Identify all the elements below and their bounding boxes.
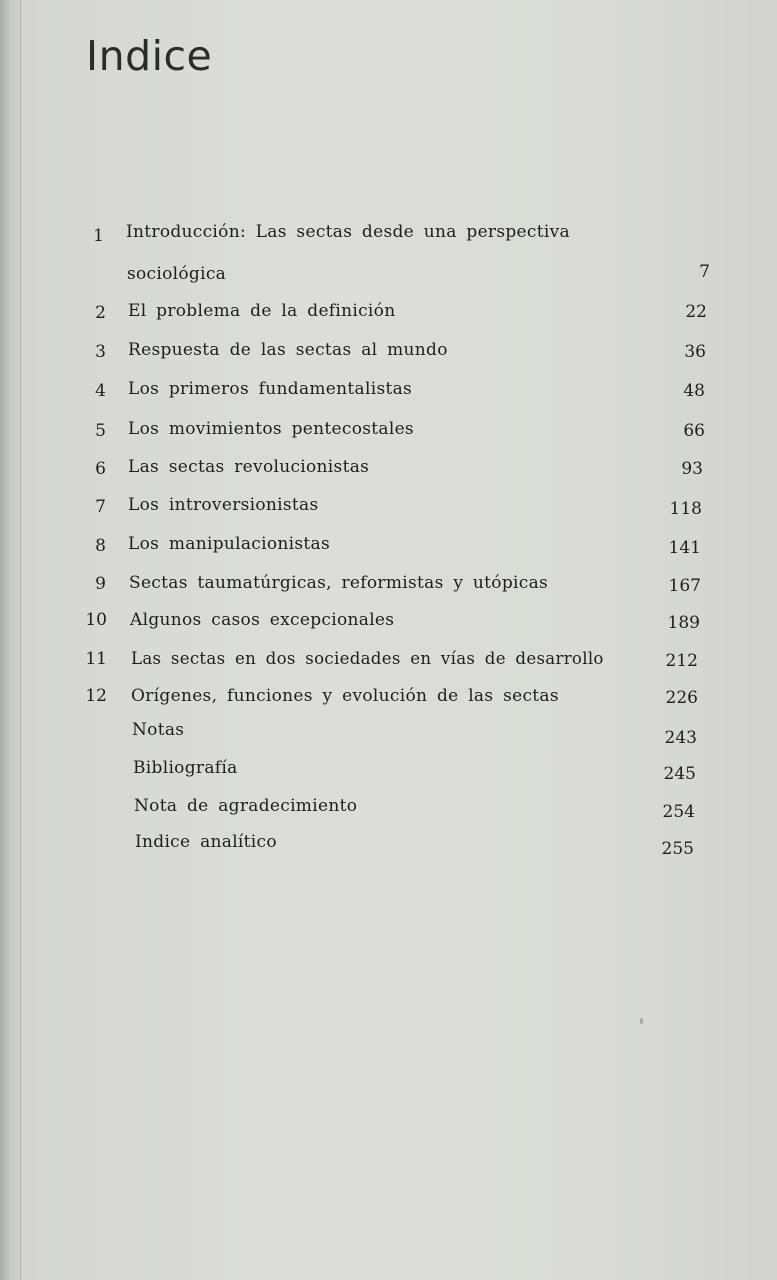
toc-entry bbox=[0, 495, 777, 521]
toc-entry-number: 1 bbox=[93, 226, 104, 246]
toc-entry-title: Bibliografía bbox=[133, 758, 238, 778]
toc-entry bbox=[0, 262, 777, 288]
toc-entry-page: 22 bbox=[685, 302, 707, 322]
toc-entry-number: 4 bbox=[95, 381, 106, 401]
toc-entry bbox=[0, 649, 777, 675]
toc-entry bbox=[0, 419, 777, 445]
toc-entry-title: Las sectas en dos sociedades en vías de desarrollo bbox=[131, 649, 604, 668]
toc-entry-page: 167 bbox=[668, 576, 701, 596]
toc-entry-page: 255 bbox=[661, 839, 694, 859]
toc-entry bbox=[0, 222, 777, 248]
toc-entry-title: Las sectas revolucionistas bbox=[128, 457, 370, 477]
toc-entry bbox=[0, 340, 777, 366]
toc-entry-page: 226 bbox=[665, 688, 698, 708]
toc-entry bbox=[0, 832, 777, 858]
toc-entry-number: 3 bbox=[95, 342, 106, 362]
toc-entry-title: Introducción: Las sectas desde una perspectiva bbox=[126, 222, 570, 242]
toc-entry-page: 212 bbox=[665, 651, 698, 671]
gutter-fold-line bbox=[20, 0, 21, 1280]
toc-entry-page: 7 bbox=[699, 262, 710, 282]
toc-entry-title: Orígenes, funciones y evolución de las sectas bbox=[131, 686, 559, 706]
toc-entry-title: Algunos casos excepcionales bbox=[130, 610, 395, 630]
toc-entry bbox=[0, 758, 777, 784]
toc-entry-title: Respuesta de las sectas al mundo bbox=[128, 340, 448, 360]
toc-entry bbox=[0, 534, 777, 560]
toc-entry-number: 8 bbox=[95, 536, 106, 556]
toc-entry-title: Los manipulacionistas bbox=[128, 534, 330, 554]
page-title: Indice bbox=[86, 32, 213, 80]
toc-entry-title: Los introversionistas bbox=[128, 495, 319, 515]
toc-entry-page: 254 bbox=[662, 802, 695, 822]
toc-entry-title: sociológica bbox=[127, 264, 227, 284]
toc-entry-page: 93 bbox=[681, 459, 703, 479]
toc-entry-page: 141 bbox=[668, 538, 701, 558]
toc-entry-title: Indice analítico bbox=[135, 832, 277, 852]
toc-entry-number: 7 bbox=[95, 497, 106, 517]
toc-entry-title: Nota de agradecimiento bbox=[134, 796, 358, 816]
toc-entry-number: 2 bbox=[95, 303, 106, 323]
toc-entry-number: 6 bbox=[95, 459, 106, 479]
toc-entry-page: 243 bbox=[664, 728, 697, 748]
toc-entry-number: 12 bbox=[85, 686, 107, 706]
toc-entry bbox=[0, 573, 777, 599]
toc-entry-number: 5 bbox=[95, 421, 106, 441]
toc-entry bbox=[0, 610, 777, 636]
toc-entry-page: 245 bbox=[663, 764, 696, 784]
toc-entry-title: Los primeros fundamentalistas bbox=[128, 379, 413, 399]
page-gutter bbox=[0, 0, 36, 1280]
toc-entry-title: Los movimientos pentecostales bbox=[128, 419, 414, 439]
paper-speck bbox=[640, 1018, 643, 1024]
toc-entry bbox=[0, 301, 777, 327]
toc-entry bbox=[0, 379, 777, 405]
toc-entry-page: 66 bbox=[683, 421, 705, 441]
toc-entry-number: 10 bbox=[85, 610, 107, 630]
toc-entry-page: 189 bbox=[667, 613, 700, 633]
toc-entry-number: 11 bbox=[85, 649, 107, 669]
toc-entry-title: Sectas taumatúrgicas, reformistas y utópicas bbox=[129, 573, 549, 593]
toc-entry bbox=[0, 720, 777, 746]
toc-entry-page: 48 bbox=[683, 381, 705, 401]
toc-entry-page: 36 bbox=[684, 342, 706, 362]
toc-entry-title: El problema de la definición bbox=[128, 301, 396, 321]
toc-entry-title: Notas bbox=[132, 720, 185, 740]
toc-entry-page: 118 bbox=[669, 499, 702, 519]
toc-entry-number: 9 bbox=[95, 574, 106, 594]
toc-entry bbox=[0, 457, 777, 483]
toc-entry bbox=[0, 796, 777, 822]
toc-entry bbox=[0, 686, 777, 712]
